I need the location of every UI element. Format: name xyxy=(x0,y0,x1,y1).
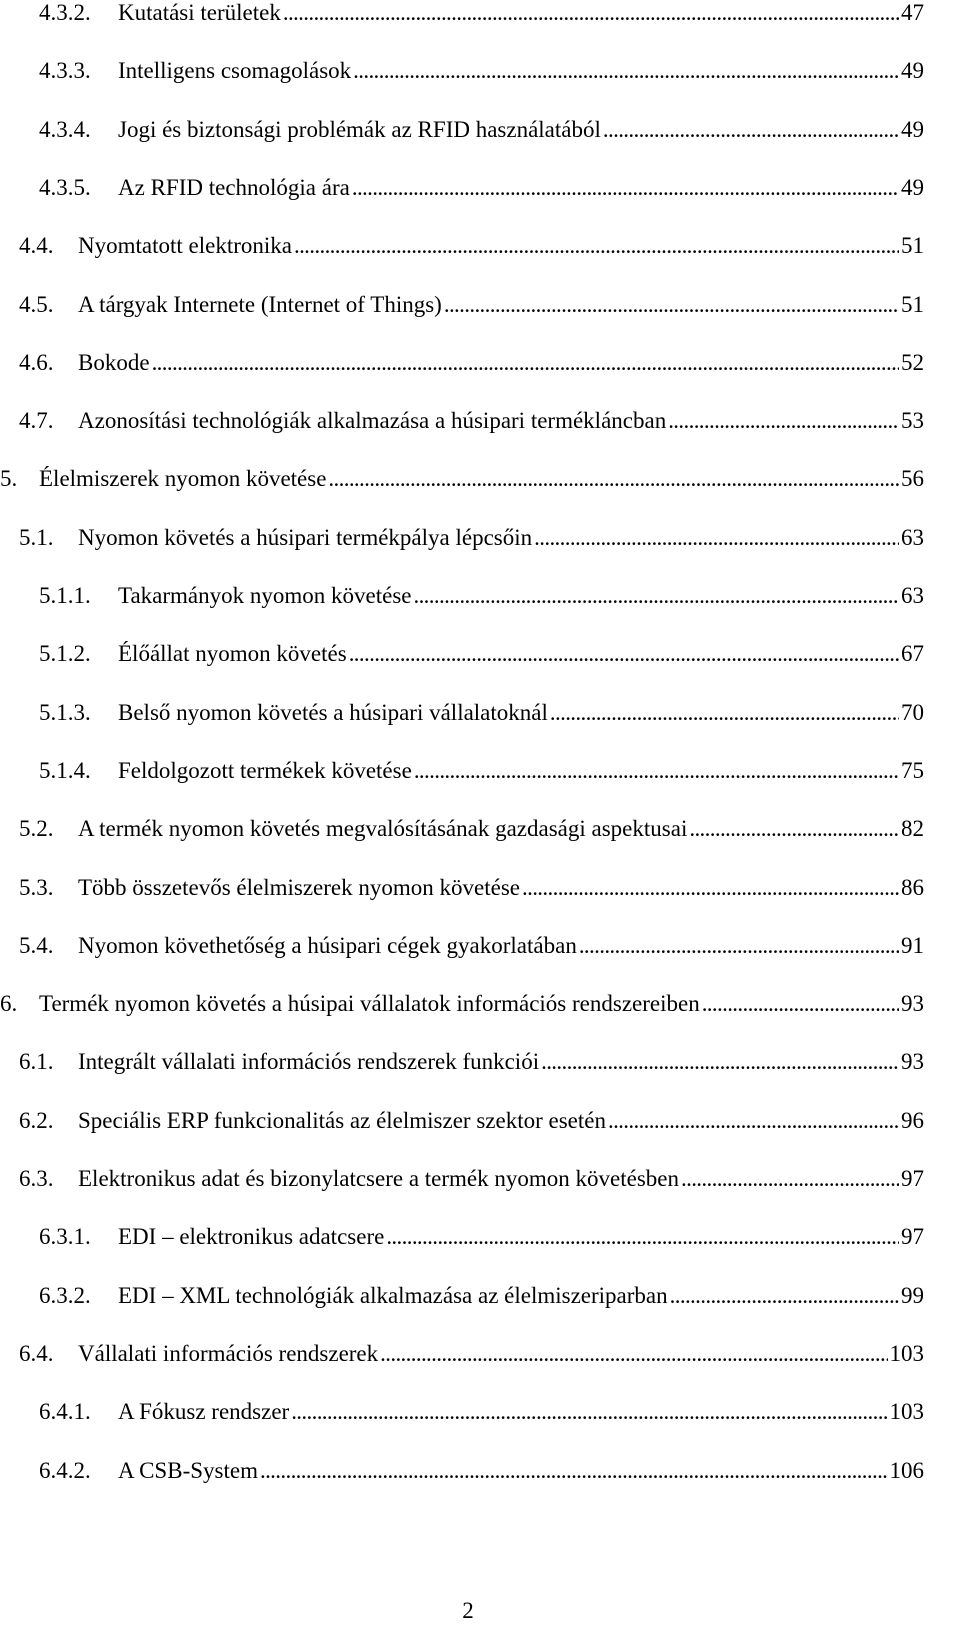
toc-entry-title: Az RFID technológia ára xyxy=(118,174,350,200)
toc-entry[interactable] xyxy=(0,462,924,496)
toc-entry-title: Nyomon követhetőség a húsipari cégek gyakorlatában xyxy=(78,932,577,958)
toc-entry[interactable] xyxy=(39,579,924,613)
toc-entry-title: Nyomtatott elektronika xyxy=(78,233,292,259)
toc-entry-page: 91 xyxy=(901,932,924,958)
toc-dot-leader xyxy=(260,1454,888,1488)
toc-entry-title: A Fókusz rendszer xyxy=(118,1399,290,1425)
toc-entry-number: 4.3.3. xyxy=(39,58,91,84)
toc-entry-title: Intelligens csomagolások xyxy=(118,58,352,84)
toc-entry-title: Vállalati információs rendszerek xyxy=(78,1340,379,1366)
toc-entry[interactable] xyxy=(0,987,924,1021)
toc-entry-page: 51 xyxy=(901,291,924,317)
toc-entry-page: 49 xyxy=(901,174,924,200)
toc-entry[interactable] xyxy=(19,812,924,846)
toc-entry-page: 51 xyxy=(901,233,924,259)
toc-entry-title: Speciális ERP funkcionalitás az élelmiszer szektor esetén xyxy=(78,1107,606,1133)
toc-entry-title: EDI – elektronikus adatcsere xyxy=(118,1224,385,1250)
toc-entry-number: 5.1.1. xyxy=(39,583,91,608)
toc-dot-leader xyxy=(349,637,899,671)
toc-entry-number: 5.4. xyxy=(19,932,54,958)
toc-entry-title: A termék nyomon követés megvalósításának gazdasági aspektusai xyxy=(78,816,688,842)
toc-entry[interactable] xyxy=(39,637,924,671)
toc-entry-title: Élelmiszerek nyomon követése xyxy=(39,466,327,492)
toc-entry-page: 67 xyxy=(901,641,924,667)
toc-dot-leader xyxy=(579,929,899,963)
toc-entry-title: A CSB-System xyxy=(118,1457,258,1483)
toc-entry[interactable] xyxy=(19,346,924,380)
toc-entry-number: 4.3.5. xyxy=(39,174,91,200)
toc-entry[interactable] xyxy=(19,288,924,322)
toc-entry-number: 4.5. xyxy=(19,291,54,317)
toc-entry-page: 93 xyxy=(901,991,924,1017)
toc-entry-number: 6.3.1. xyxy=(39,1224,91,1250)
toc-entry-number: 6.2. xyxy=(19,1107,54,1133)
toc-entry-number: 6.3. xyxy=(19,1166,54,1191)
toc-dot-leader xyxy=(702,987,899,1021)
toc-entry-title: Kutatási területek xyxy=(118,0,281,25)
toc-dot-leader xyxy=(380,1337,887,1371)
toc-entry[interactable] xyxy=(19,404,924,438)
toc-dot-leader xyxy=(608,1104,899,1138)
toc-entry-number: 5.1.2. xyxy=(39,641,91,667)
toc-entry-number: 5.2. xyxy=(19,816,54,842)
toc-entry-page: 97 xyxy=(901,1166,924,1191)
toc-entry-title: Nyomon követés a húsipari termékpálya lépcsőin xyxy=(78,524,533,550)
toc-entry[interactable] xyxy=(19,929,924,963)
toc-entry[interactable] xyxy=(39,1454,924,1488)
toc-entry-title: Integrált vállalati információs rendszerek funkciói xyxy=(78,1049,540,1075)
toc-entry-page: 103 xyxy=(889,1340,924,1366)
toc-dot-leader xyxy=(670,1279,899,1313)
toc-entry-number: 5.1.3. xyxy=(39,699,91,725)
toc-entry-page: 52 xyxy=(901,349,924,375)
toc-entry-page: 63 xyxy=(901,583,924,608)
toc-dot-leader xyxy=(689,812,899,846)
toc-entry-page: 56 xyxy=(901,466,924,492)
page-number: 2 xyxy=(462,1598,474,1623)
toc-entry-page: 103 xyxy=(889,1399,924,1425)
toc-dot-leader xyxy=(444,288,899,322)
toc-entry-title: Feldolgozott termékek követése xyxy=(118,757,412,783)
toc-entry-number: 4.6. xyxy=(19,349,54,375)
toc-entry-page: 106 xyxy=(889,1457,924,1483)
toc-entry-number: 4.3.2. xyxy=(39,0,91,25)
toc-entry-number: 6. xyxy=(0,991,18,1017)
toc-entry-title: Élőállat nyomon követés xyxy=(118,641,347,667)
toc-dot-leader xyxy=(541,1045,899,1079)
toc-entry-title: Elektronikus adat és bizonylatcsere a termék nyomon követésben xyxy=(78,1166,679,1191)
toc-dot-leader xyxy=(283,0,899,30)
toc-entry-number: 6.1. xyxy=(19,1049,54,1075)
toc-entry[interactable] xyxy=(19,1045,924,1079)
toc-entry[interactable] xyxy=(19,1162,924,1196)
toc-entry-page: 49 xyxy=(901,116,924,142)
toc-dot-leader xyxy=(668,404,899,438)
toc-entry-title: Takarmányok nyomon követése xyxy=(118,583,412,608)
toc-dot-leader xyxy=(681,1162,899,1196)
toc-entry-number: 6.4.1. xyxy=(39,1399,91,1425)
toc-dot-leader xyxy=(291,1395,887,1429)
toc-entry-number: 6.4.2. xyxy=(39,1457,91,1483)
toc-entry[interactable] xyxy=(39,696,924,730)
toc-dot-leader xyxy=(294,229,899,263)
toc-dot-leader xyxy=(550,696,899,730)
toc-entry-title: Jogi és biztonsági problémák az RFID használatából xyxy=(118,116,601,142)
toc-entry-page: 70 xyxy=(901,699,924,725)
toc-entry[interactable] xyxy=(19,1104,924,1138)
toc-entry[interactable] xyxy=(39,1279,924,1313)
toc-entry[interactable] xyxy=(19,1337,924,1371)
toc-dot-leader xyxy=(522,871,899,905)
toc-entry-number: 5.1.4. xyxy=(39,757,91,783)
toc-entry-number: 6.4. xyxy=(19,1340,54,1366)
toc-entry-title: Bokode xyxy=(78,349,150,375)
toc-entry-number: 5.3. xyxy=(19,874,54,900)
toc-entry-title: EDI – XML technológiák alkalmazása az élelmiszeriparban xyxy=(118,1282,668,1308)
toc-entry-page: 86 xyxy=(901,874,924,900)
toc-entry-number: 6.3.2. xyxy=(39,1282,91,1308)
toc-entry-page: 82 xyxy=(901,816,924,842)
toc-entry-page: 97 xyxy=(901,1224,924,1250)
toc-entry[interactable] xyxy=(19,229,924,263)
toc-entry-title: Több összetevős élelmiszerek nyomon követése xyxy=(78,874,520,900)
toc-entry-page: 75 xyxy=(901,757,924,783)
toc-entry[interactable] xyxy=(19,871,924,905)
toc-dot-leader xyxy=(352,171,899,205)
toc-entry-page: 63 xyxy=(901,524,924,550)
toc-entry-page: 96 xyxy=(901,1107,924,1133)
toc-entry[interactable] xyxy=(39,1395,924,1429)
toc-entry[interactable] xyxy=(39,0,924,30)
toc-entry-title: Azonosítási technológiák alkalmazása a húsipari termékláncban xyxy=(78,408,667,434)
toc-entry[interactable] xyxy=(39,113,924,147)
toc-dot-leader xyxy=(413,579,899,613)
toc-entry-number: 4.4. xyxy=(19,233,54,259)
toc-entry-page: 53 xyxy=(901,408,924,434)
toc-entry-number: 4.7. xyxy=(19,408,54,434)
toc-entry-title: A tárgyak Internete (Internet of Things) xyxy=(78,291,442,317)
toc-dot-leader xyxy=(386,1220,899,1254)
toc-dot-leader xyxy=(534,521,899,555)
toc-dot-leader xyxy=(152,346,899,380)
toc-entry-number: 5. xyxy=(0,466,18,492)
toc-dot-leader xyxy=(603,113,899,147)
toc-entry-page: 99 xyxy=(901,1282,924,1308)
toc-entry-title: Belső nyomon követés a húsipari vállalatoknál xyxy=(118,699,548,725)
toc-entry-number: 5.1. xyxy=(19,524,54,550)
toc-entry-page: 49 xyxy=(901,58,924,84)
toc-entry[interactable] xyxy=(19,521,924,555)
toc-dot-leader xyxy=(414,754,899,788)
toc-entry[interactable] xyxy=(39,171,924,205)
toc-entry[interactable] xyxy=(39,754,924,788)
toc-dot-leader xyxy=(328,462,899,496)
toc-entry[interactable] xyxy=(39,54,924,88)
toc-entry-title: Termék nyomon követés a húsipai vállalatok információs rendszereiben xyxy=(39,991,700,1017)
toc-entry-number: 4.3.4. xyxy=(39,116,91,142)
toc-dot-leader xyxy=(353,54,899,88)
toc-entry-page: 47 xyxy=(901,0,924,25)
toc-entry[interactable] xyxy=(39,1220,924,1254)
toc-entry-page: 93 xyxy=(901,1049,924,1075)
